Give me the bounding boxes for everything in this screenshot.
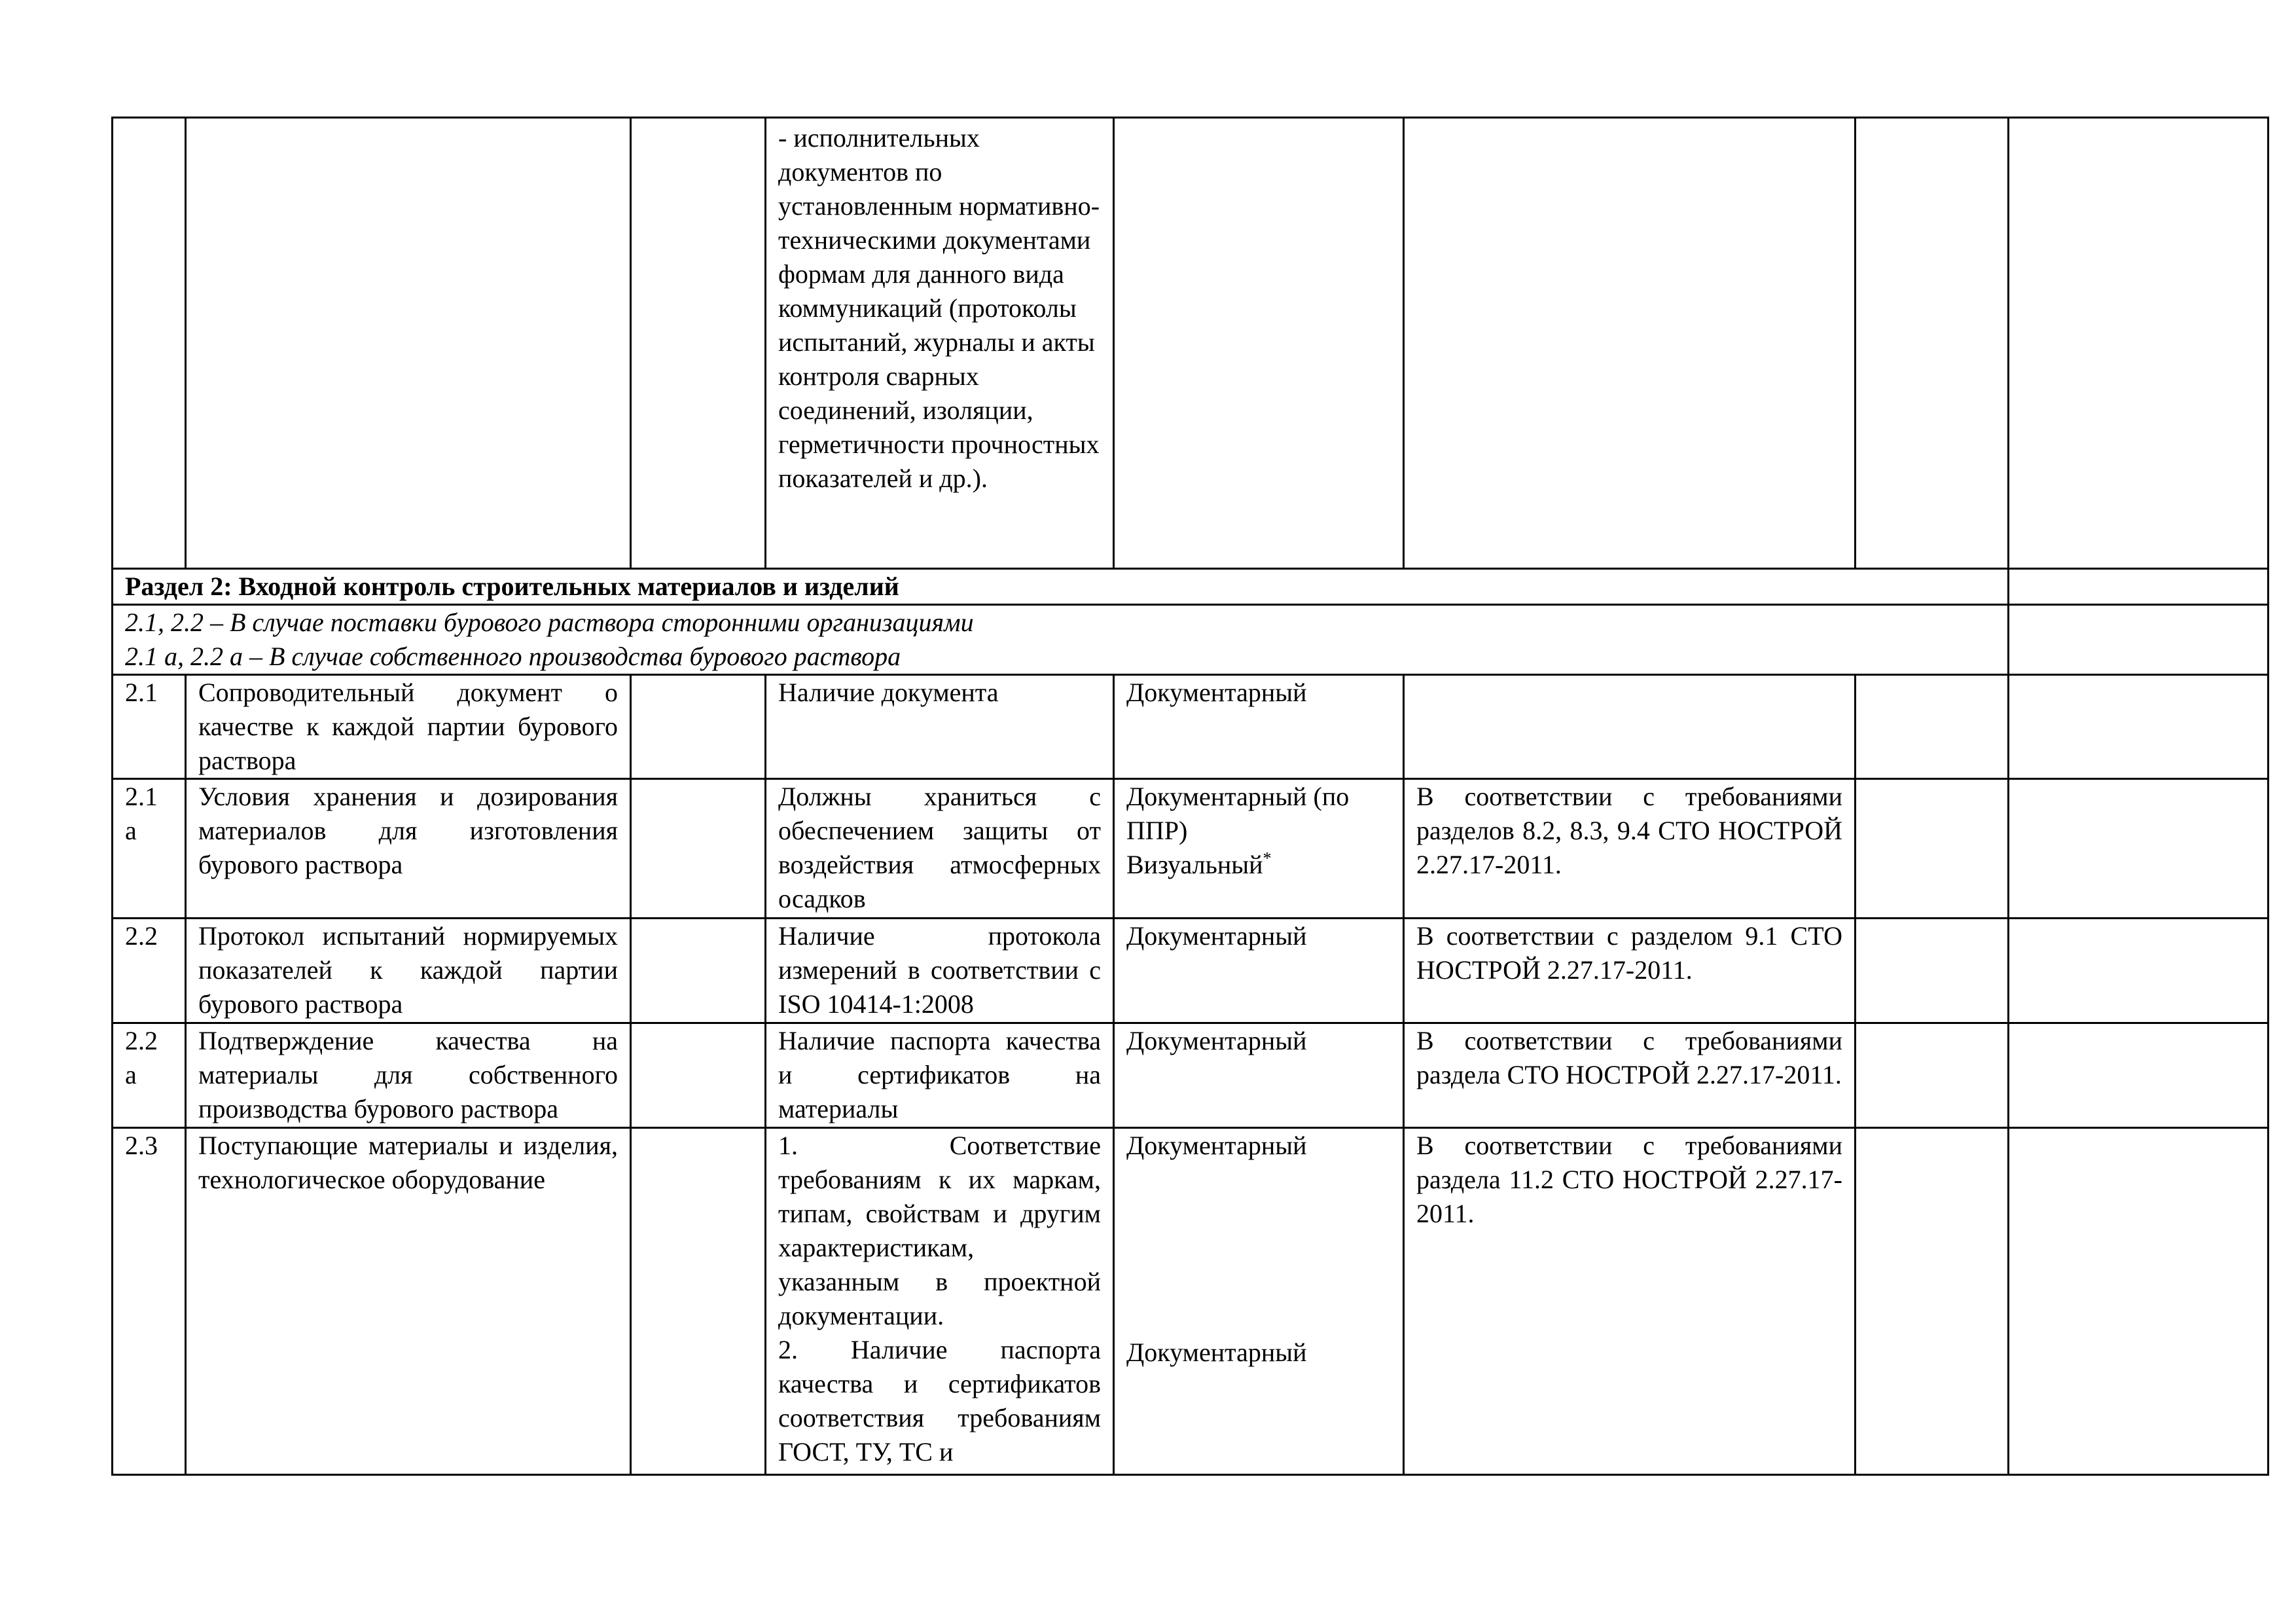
cell-num (113, 118, 186, 569)
row-reference: В соответствии с требованиями раздела 11.2 СТО НОСТРОЙ 2.27.17-2011. (1404, 1128, 1856, 1475)
method-primary: Документарный (по ППР) (1126, 782, 1350, 845)
row-number: 2.1 а (113, 779, 186, 919)
table-row (113, 779, 2269, 919)
row-requirement: Наличие протокола измерений в соответствии с ISO 10414-1:2008 (766, 919, 1114, 1023)
row-requirement: Наличие документа (766, 675, 1114, 779)
cell-reference (1404, 118, 1856, 569)
row-method: Документарный (1114, 919, 1404, 1023)
footnote-mark: * (1263, 848, 1272, 868)
cell-empty (631, 1023, 766, 1128)
cell-empty (631, 118, 766, 569)
section-title-text: Раздел 2: Входной контроль строительных материалов и изделий (125, 572, 899, 601)
row-item: Протокол испытаний нормируемых показателей к каждой партии бурового раствора (186, 919, 631, 1023)
cell-empty (1856, 675, 2009, 779)
row-reference: В соответствии с разделом 9.1 СТО НОСТРОЙ 2.27.17-2011. (1404, 919, 1856, 1023)
row-item: Поступающие материалы и изделия, технологическое оборудование (186, 1128, 631, 1475)
method-secondary-text: Визуальный (1126, 850, 1263, 879)
row-requirement: Наличие паспорта качества и сертификатов на материалы (766, 1023, 1114, 1128)
section-note-2: 2.1 а, 2.2 а – В случае собственного производства бурового раствора (125, 642, 901, 671)
row-requirement (766, 1128, 1114, 1475)
requirement-text: - исполнительных документов по установленным нормативно-техническими документами формам для данного вида коммуникаций (протоколы испытаний, журналы и акты контроля сварных соединений, изоляции, герметичности прочностных показателей и др.). (778, 123, 1100, 493)
control-table (111, 117, 2269, 1476)
cell-empty (2009, 118, 2269, 569)
cell-empty (631, 919, 766, 1023)
cell-empty (1856, 118, 2009, 569)
method-secondary (1126, 848, 1391, 882)
cell-empty (2009, 605, 2269, 675)
cell-empty (1856, 779, 2009, 919)
row-reference (1404, 675, 1856, 779)
requirement-part-1: 1. Соответствие требованиям к их маркам, типам, свойствам и другим характеристикам, указанным в проектной документации. (778, 1131, 1101, 1330)
cell-empty (1856, 1023, 2009, 1128)
section-note-1: 2.1, 2.2 – В случае поставки бурового раствора сторонними организациями (125, 608, 974, 637)
cell-empty (1856, 1128, 2009, 1475)
row-requirement: Должны храниться с обеспечением защиты от воздействия атмосферных осадков (766, 779, 1114, 919)
row-item: Подтверждение качества на материалы для собственного производства бурового раствора (186, 1023, 631, 1128)
cell-method (1114, 118, 1404, 569)
section-notes-row (113, 605, 2269, 675)
method-primary: Документарный (1126, 1131, 1307, 1160)
row-method: Документарный (1114, 1023, 1404, 1128)
cell-empty (2009, 675, 2269, 779)
table-row (113, 675, 2269, 779)
method-secondary: Документарный (1126, 1338, 1307, 1367)
row-item: Условия хранения и дозирования материалов для изготовления бурового раствора (186, 779, 631, 919)
row-method (1114, 779, 1404, 919)
cell-requirement (766, 118, 1114, 569)
table-row (113, 1128, 2269, 1475)
cell-empty (2009, 919, 2269, 1023)
row-number: 2.1 (113, 675, 186, 779)
row-reference: В соответствии с требованиями разделов 8.2, 8.3, 9.4 СТО НОСТРОЙ 2.27.17-2011. (1404, 779, 1856, 919)
cell-empty (631, 779, 766, 919)
cell-empty (2009, 569, 2269, 605)
requirement-part-2: 2. Наличие паспорта качества и сертификатов соответствия требованиям ГОСТ, ТУ, ТС и (778, 1335, 1101, 1467)
row-number: 2.2 а (113, 1023, 186, 1128)
cell-item (186, 118, 631, 569)
table-row-continuation (113, 118, 2269, 569)
row-number: 2.2 (113, 919, 186, 1023)
section-title-row (113, 569, 2269, 605)
cell-empty (1856, 919, 2009, 1023)
table-row (113, 919, 2269, 1023)
cell-empty (631, 1128, 766, 1475)
table-row (113, 1023, 2269, 1128)
row-reference: В соответствии с требованиями раздела СТО НОСТРОЙ 2.27.17-2011. (1404, 1023, 1856, 1128)
cell-empty (2009, 779, 2269, 919)
row-number: 2.3 (113, 1128, 186, 1475)
row-item: Сопроводительный документ о качестве к каждой партии бурового раствора (186, 675, 631, 779)
section-notes (113, 605, 2009, 675)
cell-empty (631, 675, 766, 779)
row-method: Документарный (1114, 675, 1404, 779)
section-title (113, 569, 2009, 605)
row-method (1114, 1128, 1404, 1475)
cell-empty (2009, 1023, 2269, 1128)
cell-empty (2009, 1128, 2269, 1475)
